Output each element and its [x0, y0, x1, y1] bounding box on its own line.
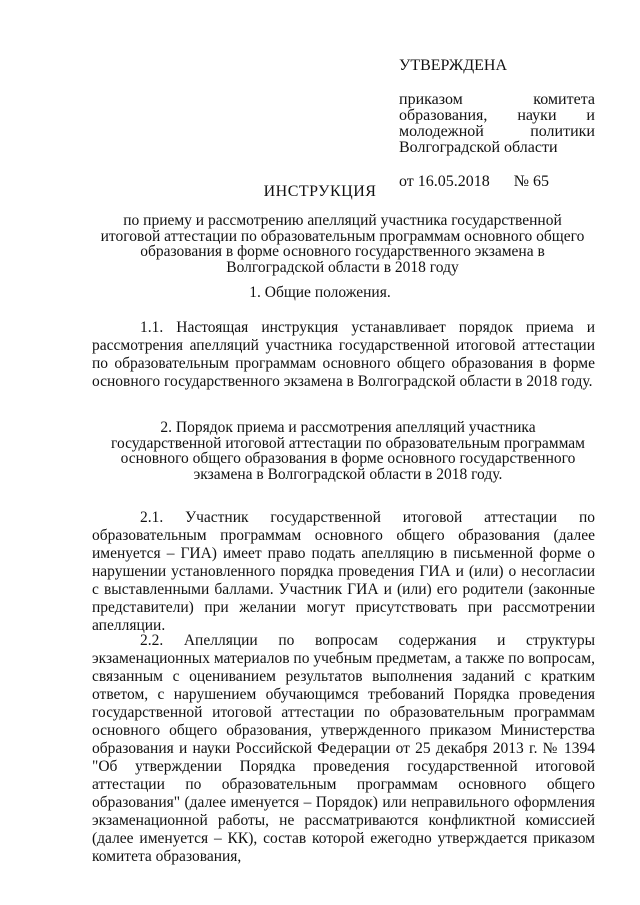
section-1-heading: 1. Общие положения.: [249, 284, 391, 301]
approval-body: приказом комитета образования, науки и молодежной политики Волгоградской области: [399, 91, 595, 156]
paragraph-1-1: [92, 319, 595, 391]
approval-number: № 65: [513, 173, 550, 190]
approval-block: [399, 58, 595, 190]
paragraph-1-1-text: 1.1. Настоящая инструкция устанавливает порядок приема и рассмотрения апелляций участника государственной итоговой аттестации по образовательным программам основного общего образования в форме основного государственного экзамена в Волгоградской области в 2018 году.: [92, 319, 595, 390]
paragraph-2-2: [92, 632, 595, 866]
approval-title: УТВЕРЖДЕНА: [399, 57, 508, 74]
paragraph-2-1: [92, 509, 595, 635]
approval-date: от 16.05.2018: [399, 173, 490, 190]
paragraph-2-2-text: 2.2. Апелляции по вопросам содержания и структуры экзаменационных материалов по учебным предметам, а также по вопросам, связанным с оцениванием результатов выполнения заданий с кратким ответом, с нарушением обучающимся требований Порядка проведения государственной итоговой аттестации по образовательным программам основного общего образования, утвержденного приказом Министерства образования и науки Российской Федерации от 25 декабря 2013 г. № 1394 "Об утверждении Порядка проведения государственной итоговой аттестации по образовательным программам основного общего образования" (далее именуется – Порядок) или неправильного оформления экзаменационной работы, не рассматриваются конфликтной комиссией (далее именуется – КК), состав которой ежегодно утверждается приказом комитета образования,: [92, 632, 595, 865]
document-title: ИНСТРУКЦИЯ: [263, 183, 377, 200]
section-2-heading: 2. Порядок приема и рассмотрения апелляций участника государственной итоговой аттестации по образовательным программам основного общего образования в форме основного государственного экзамена в Волгоградской области в 2018 году.: [111, 419, 585, 483]
paragraph-2-1-text: 2.1. Участник государственной итоговой аттестации по образовательным программам основного общего образования (далее именуется – ГИА) имеет право подать апелляцию в письменной форме о нарушении установленного порядка проведения ГИА и (или) о несогласии с выставленными баллами. Участник ГИА и (или) его родители (законные представители) при желании могут присутствовать при рассмотрении апелляции.: [92, 509, 595, 634]
document-subtitle: по приему и рассмотрению апелляций участника государственной итоговой аттестации по образовательным программам основного общего образования в форме основного государственного экзамена в Волгоградской области в 2018 году: [100, 212, 585, 276]
